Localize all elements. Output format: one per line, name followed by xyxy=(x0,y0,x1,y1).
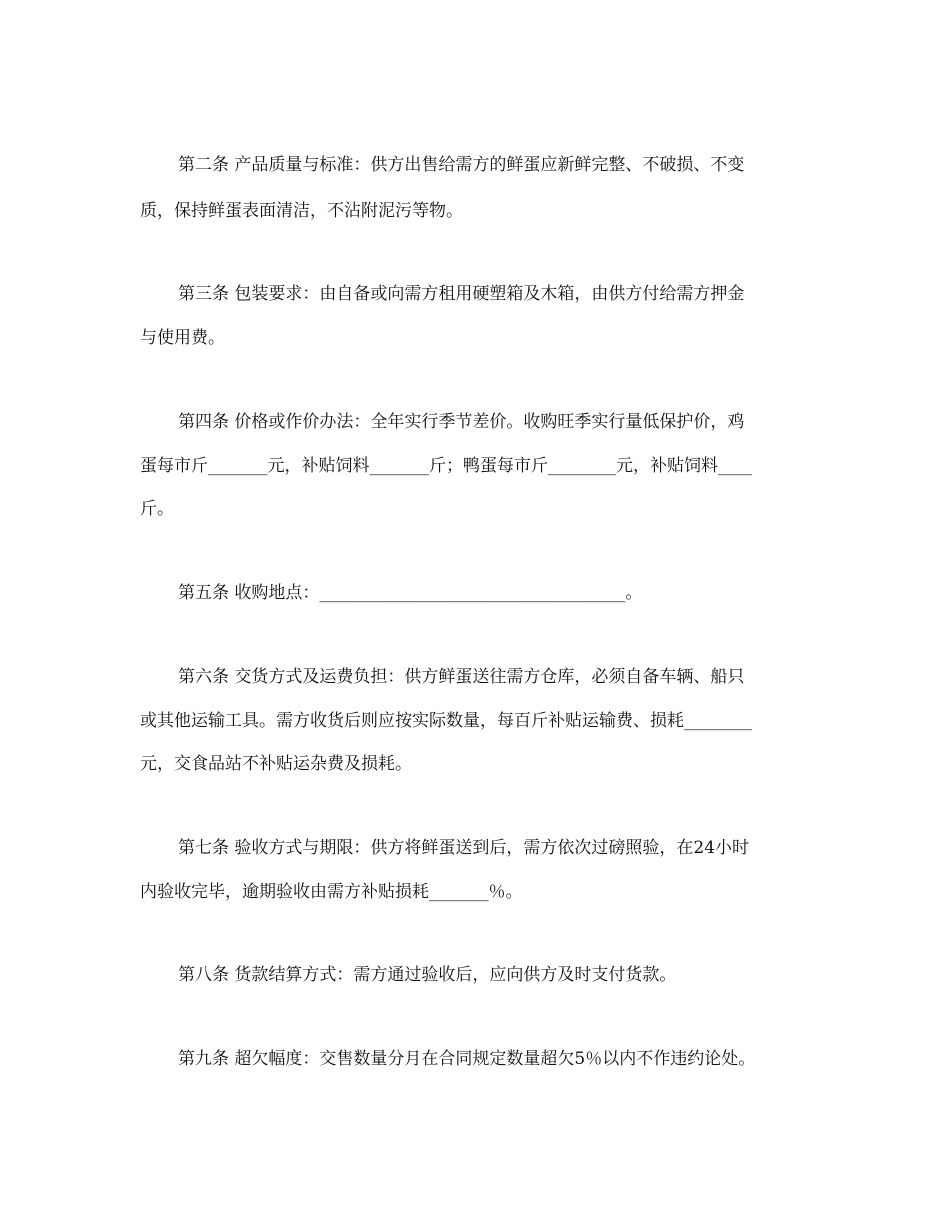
clause-2-line-1: 第二条 产品质量与标准：供方出售给需方的鲜蛋应新鲜完整、不破损、不变 xyxy=(178,155,745,175)
clause-4-line-1: 第四条 价格或作价办法：全年实行季节差价。收购旺季实行量低保护价，鸡 xyxy=(178,412,745,432)
clause-6-line-3: 元，交食品站不补贴运杂费及损耗。 xyxy=(140,754,412,774)
clause-9-line-1: 第九条 超欠幅度：交售数量分月在合同规定数量超欠5％以内不作违约论处。 xyxy=(178,1049,756,1069)
clause-3-line-2: 与使用费。 xyxy=(140,328,225,348)
clause-4-line-2: 蛋每市斤_______元，补贴饲料_______斤；鸭蛋每市斤________元，补贴饲料____ xyxy=(140,456,752,476)
clause-7-line-2: 内验收完毕，逾期验收由需方补贴损耗_______％。 xyxy=(140,882,523,902)
clause-6-line-2: 或其他运输工具。需方收货后则应按实际数量，每百斤补贴运输费、损耗________ xyxy=(140,711,752,731)
clause-8-line-1: 第八条 货款结算方式：需方通过验收后，应向供方及时支付货款。 xyxy=(178,965,677,985)
clause-3-line-1: 第三条 包装要求：由自备或向需方租用硬塑箱及木箱，由供方付给需方押金 xyxy=(178,284,745,304)
clause-4-line-3: 斤。 xyxy=(140,499,174,519)
clause-2-line-2: 质，保持鲜蛋表面清洁，不沾附泥污等物。 xyxy=(140,201,463,221)
clause-5-line-1: 第五条 收购地点：____________________________________。 xyxy=(178,583,643,603)
clause-7-line-1: 第七条 验收方式与期限：供方将鲜蛋送到后，需方依次过磅照验，在24小时 xyxy=(178,838,750,858)
clause-6-line-1: 第六条 交货方式及运费负担：供方鲜蛋送往需方仓库，必须自备车辆、船只 xyxy=(178,667,745,687)
